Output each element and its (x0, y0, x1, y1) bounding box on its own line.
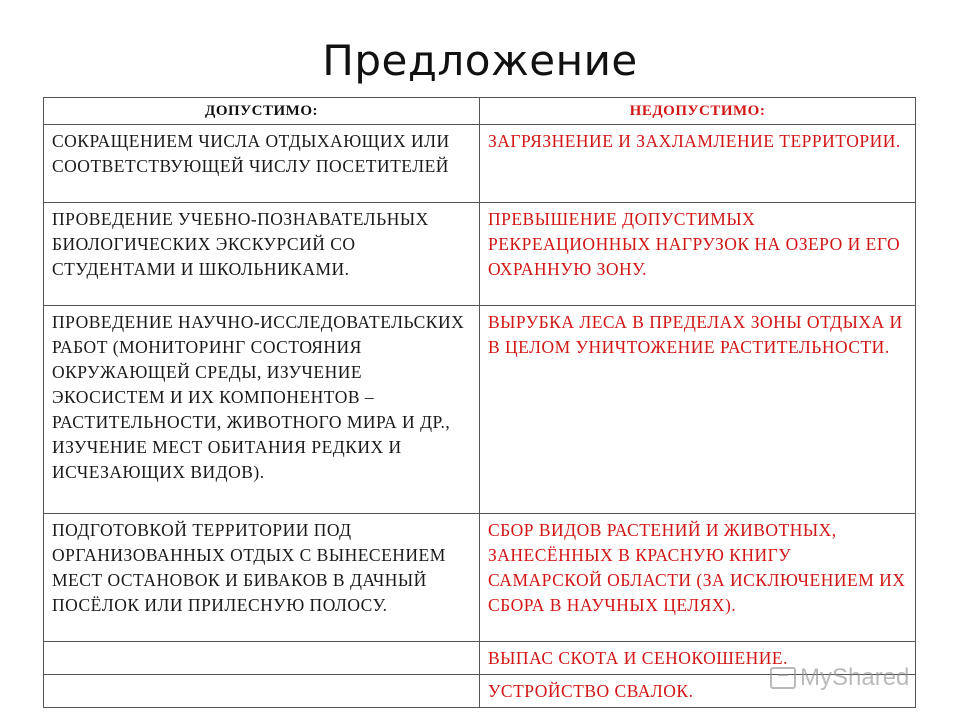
table-row (44, 306, 916, 514)
allowed-cell: ПОДГОТОВКОЙ ТЕРРИТОРИИ ПОД ОРГАНИЗОВАННЫХ ОТДЫХ С ВЫНЕСЕНИЕМ МЕСТ ОСТАНОВОК И БИВАКОВ В ДАЧНЫЙ ПОСЁЛОК ИЛИ ПРИЛЕСНУЮ ПОЛОСУ. (44, 514, 480, 642)
table-row (44, 514, 916, 642)
forbidden-cell: ПРЕВЫШЕНИЕ ДОПУСТИМЫХ РЕКРЕАЦИОННЫХ НАГРУЗОК НА ОЗЕРО И ЕГО ОХРАННУЮ ЗОНУ. (480, 203, 916, 306)
watermark (770, 664, 909, 692)
presentation-icon (770, 667, 796, 689)
watermark-text: MyShared (800, 664, 910, 691)
forbidden-cell: УСТРОЙСТВО СВАЛОК. (480, 675, 916, 708)
table-row (44, 125, 916, 203)
header-allowed: ДОПУСТИМО: (44, 98, 480, 125)
header-forbidden: НЕДОПУСТИМО: (480, 98, 916, 125)
allowed-cell (44, 642, 480, 675)
comparison-table (43, 97, 916, 708)
forbidden-cell: СБОР ВИДОВ РАСТЕНИЙ И ЖИВОТНЫХ, ЗАНЕСЁННЫХ В КРАСНУЮ КНИГУ САМАРСКОЙ ОБЛАСТИ (ЗА ИСКЛЮЧЕНИЕМ ИХ СБОРА В НАУЧНЫХ ЦЕЛЯХ). (480, 514, 916, 642)
forbidden-cell: ЗАГРЯЗНЕНИЕ И ЗАХЛАМЛЕНИЕ ТЕРРИТОРИИ. (480, 125, 916, 203)
table-header-row (44, 98, 916, 125)
allowed-cell: ПРОВЕДЕНИЕ УЧЕБНО-ПОЗНАВАТЕЛЬНЫХ БИОЛОГИЧЕСКИХ ЭКСКУРСИЙ СО СТУДЕНТАМИ И ШКОЛЬНИКАМИ. (44, 203, 480, 306)
table-row (44, 203, 916, 306)
allowed-cell: СОКРАЩЕНИЕМ ЧИСЛА ОТДЫХАЮЩИХ ИЛИ СООТВЕТСТВУЮЩЕЙ ЧИСЛУ ПОСЕТИТЕЛЕЙ (44, 125, 480, 203)
allowed-cell (44, 675, 480, 708)
forbidden-cell: ВЫПАС СКОТА И СЕНОКОШЕНИЕ. (480, 642, 916, 675)
slide-title: Предложение (322, 36, 638, 85)
allowed-cell: ПРОВЕДЕНИЕ НАУЧНО-ИССЛЕДОВАТЕЛЬСКИХ РАБОТ (МОНИТОРИНГ СОСТОЯНИЯ ОКРУЖАЮЩЕЙ СРЕДЫ, ИЗУЧЕНИЕ ЭКОСИСТЕМ И ИХ КОМПОНЕНТОВ – РАСТИТЕЛЬНОСТИ, ЖИВОТНОГО МИРА И ДР., ИЗУЧЕНИЕ МЕСТ ОБИТАНИЯ РЕДКИХ И ИСЧЕЗАЮЩИХ ВИДОВ). (44, 306, 480, 514)
forbidden-cell: ВЫРУБКА ЛЕСА В ПРЕДЕЛАХ ЗОНЫ ОТДЫХА И В ЦЕЛОМ УНИЧТОЖЕНИЕ РАСТИТЕЛЬНОСТИ. (480, 306, 916, 514)
